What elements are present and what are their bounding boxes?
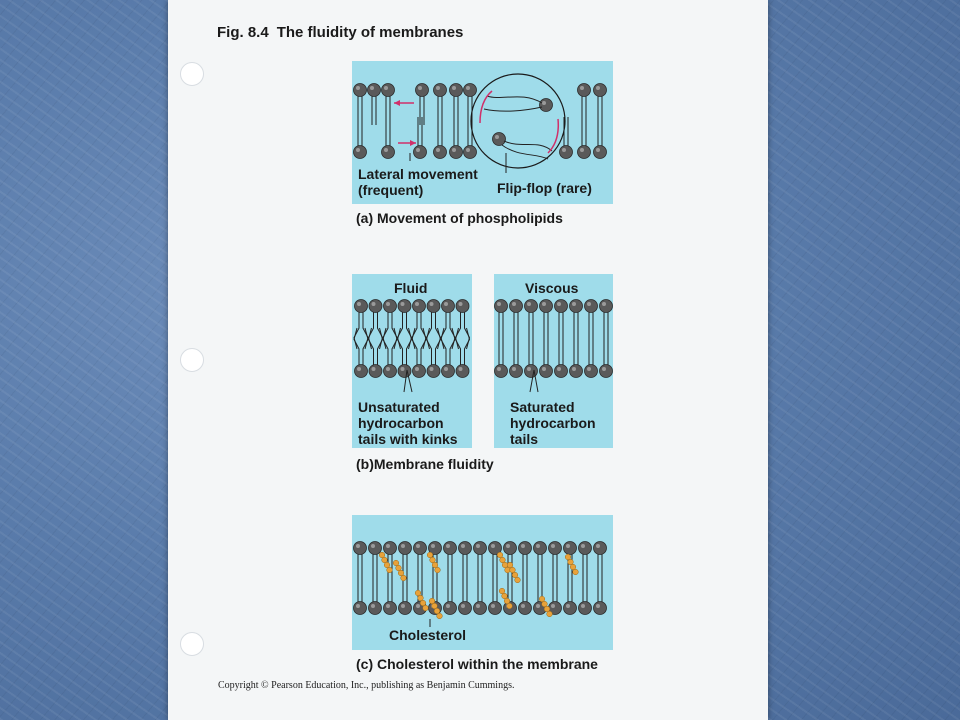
caption-c-text: Cholesterol within the membrane <box>377 656 598 672</box>
phospholipid-head <box>355 365 368 378</box>
phospholipid-head <box>489 602 502 615</box>
cholesterol-molecule <box>573 569 579 575</box>
phospholipid-head-highlight <box>386 544 390 548</box>
cholesterol-molecule <box>429 598 435 604</box>
saturated-tails-label <box>510 399 596 447</box>
flip-arrow-left <box>480 91 492 123</box>
unsaturated-tails-label <box>358 399 458 447</box>
phospholipid-head-highlight <box>461 544 465 548</box>
phospholipid-head <box>495 365 508 378</box>
caption-a-letter: (a) <box>356 210 374 226</box>
phospholipid-head <box>600 300 613 313</box>
phospholipid-head-highlight <box>476 604 480 608</box>
phospholipid-head <box>369 602 382 615</box>
cholesterol-molecule <box>544 606 550 612</box>
phospholipid-head <box>456 300 469 313</box>
phospholipid-head <box>510 300 523 313</box>
phospholipid-head <box>414 542 427 555</box>
phospholipid-head <box>434 146 447 159</box>
phospholipid-head <box>578 146 591 159</box>
phospholipid-head-highlight <box>401 302 405 306</box>
phospholipid-head-highlight <box>430 367 434 371</box>
caption-b <box>356 456 494 472</box>
phospholipid-head-highlight <box>384 86 388 90</box>
phospholipid-head-highlight <box>371 604 375 608</box>
phospholipid-head-highlight <box>356 544 360 548</box>
phospholipid-head-highlight <box>602 367 606 371</box>
phospholipid-head-highlight <box>491 604 495 608</box>
saturated-line3: tails <box>510 431 539 447</box>
phospholipid-head-highlight <box>401 544 405 548</box>
phospholipid-head-highlight <box>401 367 405 371</box>
phospholipid-head-highlight <box>416 148 420 152</box>
phospholipid-head-highlight <box>572 367 576 371</box>
phospholipid-head <box>555 300 568 313</box>
phospholipid-head-highlight <box>371 544 375 548</box>
phospholipid-head <box>442 300 455 313</box>
caption-c <box>356 656 598 672</box>
phospholipid-head <box>444 602 457 615</box>
phospholipid-head-highlight <box>602 302 606 306</box>
phospholipid-head-highlight <box>446 604 450 608</box>
phospholipid-head-highlight <box>466 148 470 152</box>
cholesterol-molecule <box>568 559 574 565</box>
phospholipid-head <box>369 365 382 378</box>
phospholipid-head <box>354 602 367 615</box>
cholesterol-molecule <box>387 567 393 573</box>
lateral-movement-text: Lateral movement <box>358 166 478 182</box>
phospholipid-head <box>456 365 469 378</box>
phospholipid-head <box>459 602 472 615</box>
phospholipid-head-highlight <box>527 367 531 371</box>
phospholipid-head <box>540 99 553 112</box>
cholesterol-molecule <box>379 552 385 558</box>
phospholipid-head-highlight <box>551 544 555 548</box>
phospholipid-head <box>519 542 532 555</box>
phospholipid-head <box>570 300 583 313</box>
phospholipid-head-highlight <box>542 101 546 105</box>
phospholipid-head <box>525 365 538 378</box>
phospholipid-head <box>450 84 463 97</box>
cholesterol-molecule <box>510 567 516 573</box>
phospholipid-head-highlight <box>370 86 374 90</box>
phospholipid-head-highlight <box>542 367 546 371</box>
phospholipid-head-highlight <box>356 148 360 152</box>
cholesterol-molecule <box>401 575 407 581</box>
phospholipid-head-highlight <box>446 544 450 548</box>
phospholipid-head <box>594 542 607 555</box>
phospholipid-head <box>355 300 368 313</box>
phospholipid-head-highlight <box>596 148 600 152</box>
phospholipid-head-highlight <box>357 367 361 371</box>
lateral-frequency-text: (frequent) <box>358 182 424 198</box>
caption-b-letter: (b) <box>356 456 374 472</box>
phospholipid-head <box>594 146 607 159</box>
phospholipid-head-highlight <box>566 604 570 608</box>
cholesterol-molecule <box>570 564 576 570</box>
phospholipid-head-highlight <box>466 86 470 90</box>
cholesterol-molecule <box>539 596 545 602</box>
phospholipid-head <box>504 542 517 555</box>
cholesterol-molecule <box>547 611 553 617</box>
phospholipid-head <box>382 84 395 97</box>
phospholipid-head <box>560 146 573 159</box>
phospholipid-head-highlight <box>384 148 388 152</box>
cholesterol-molecule <box>396 565 402 571</box>
cholesterol-molecule <box>432 603 438 609</box>
caption-a <box>356 210 563 226</box>
phospholipid-head-highlight <box>476 544 480 548</box>
phospholipid-head-highlight <box>459 367 463 371</box>
phospholipid-head <box>534 542 547 555</box>
cholesterol-label: Cholesterol <box>389 627 467 643</box>
phospholipid-head-highlight <box>587 367 591 371</box>
phospholipid-head-highlight <box>431 544 435 548</box>
saturated-line1: Saturated <box>510 399 575 415</box>
phospholipid-head-highlight <box>557 302 561 306</box>
phospholipid-head <box>398 300 411 313</box>
phospholipid-head <box>564 542 577 555</box>
phospholipid-head-highlight <box>596 604 600 608</box>
phospholipid-head <box>369 542 382 555</box>
flip-flop-tails-lower <box>502 141 552 159</box>
flip-flop-label: Flip-flop (rare) <box>497 180 592 196</box>
viscous-title: Viscous <box>525 280 579 296</box>
phospholipid-head-highlight <box>581 544 585 548</box>
phospholipid-head-highlight <box>436 148 440 152</box>
caption-a-text: Movement of phospholipids <box>377 210 563 226</box>
cholesterol-molecule <box>437 613 443 619</box>
phospholipid-head <box>434 84 447 97</box>
phospholipid-head-highlight <box>452 86 456 90</box>
phospholipid-head-highlight <box>596 544 600 548</box>
phospholipid-head <box>450 146 463 159</box>
phospholipid-head <box>354 84 367 97</box>
phospholipid-head-highlight <box>356 86 360 90</box>
phospholipid-head-highlight <box>536 604 540 608</box>
cholesterol-molecule <box>382 557 388 563</box>
caption-b-text: Membrane fluidity <box>373 456 494 472</box>
phospholipid-head-highlight <box>430 302 434 306</box>
phospholipid-head-highlight <box>497 367 501 371</box>
phospholipid-head-highlight <box>587 302 591 306</box>
phospholipid-head-highlight <box>542 302 546 306</box>
phospholipid-head <box>464 146 477 159</box>
phospholipid-head-highlight <box>416 604 420 608</box>
figure-title <box>217 24 463 41</box>
phospholipid-head <box>354 542 367 555</box>
lateral-arrowhead-right <box>410 140 416 146</box>
phospholipid-head <box>384 602 397 615</box>
phospholipid-head-highlight <box>415 367 419 371</box>
phospholipid-head-highlight <box>581 604 585 608</box>
phospholipid-head-highlight <box>444 302 448 306</box>
phospholipid-head-highlight <box>452 148 456 152</box>
cholesterol-molecule <box>500 557 506 563</box>
phospholipid-head <box>585 300 598 313</box>
flip-flop-circle <box>471 74 565 168</box>
lateral-arrowhead-left <box>394 100 400 106</box>
phospholipid-head-highlight <box>512 302 516 306</box>
phospholipid-head-highlight <box>372 302 376 306</box>
copyright-notice: Copyright © Pearson Education, Inc., publishing as Benjamin Cummings. <box>218 680 515 691</box>
cholesterol-molecule <box>499 588 505 594</box>
phospholipid-head-highlight <box>580 148 584 152</box>
phospholipid-head-highlight <box>401 604 405 608</box>
phospholipid-head-highlight <box>357 302 361 306</box>
phospholipid-head-highlight <box>386 367 390 371</box>
phospholipid-head <box>368 84 381 97</box>
cholesterol-molecule <box>393 560 399 566</box>
phospholipid-head <box>399 542 412 555</box>
phospholipid-head <box>474 602 487 615</box>
phospholipid-head <box>413 300 426 313</box>
phospholipid-head-highlight <box>491 544 495 548</box>
phospholipid-head <box>549 542 562 555</box>
cholesterol-molecule <box>430 557 436 563</box>
phospholipid-head-highlight <box>386 604 390 608</box>
unsaturated-line1: Unsaturated <box>358 399 440 415</box>
cholesterol-molecule <box>502 593 508 599</box>
cholesterol-molecule <box>515 577 521 583</box>
binder-hole-top <box>180 62 204 86</box>
phospholipid-head <box>444 542 457 555</box>
cholesterol-molecule <box>384 562 390 568</box>
phospholipid-head-highlight <box>495 135 499 139</box>
phospholipid-head-highlight <box>436 86 440 90</box>
cholesterol-molecule <box>507 562 513 568</box>
figure-title-text: The fluidity of membranes <box>276 24 464 41</box>
phospholipid-head <box>382 146 395 159</box>
cholesterol-molecule <box>420 600 426 606</box>
unsaturated-line2: hydrocarbon <box>358 415 444 431</box>
cholesterol-molecule <box>434 608 440 614</box>
phospholipid-head <box>416 84 429 97</box>
phospholipid-head <box>427 300 440 313</box>
phospholipid-head <box>540 365 553 378</box>
fluid-title: Fluid <box>394 280 428 296</box>
cholesterol-molecule <box>565 554 571 560</box>
phospholipid-head-highlight <box>418 86 422 90</box>
phospholipid-head <box>594 602 607 615</box>
phospholipid-head <box>495 300 508 313</box>
phospholipid-head <box>474 542 487 555</box>
phospholipid-head-highlight <box>521 604 525 608</box>
phospholipid-head <box>519 602 532 615</box>
unsaturated-line3: tails with kinks <box>358 431 458 447</box>
phospholipid-head-highlight <box>512 367 516 371</box>
cholesterol-molecule <box>512 572 518 578</box>
phospholipid-head-highlight <box>521 544 525 548</box>
caption-c-letter: (c) <box>356 656 374 672</box>
phospholipid-head <box>384 365 397 378</box>
cholesterol-molecule <box>423 605 429 611</box>
phospholipid-head-highlight <box>416 544 420 548</box>
phospholipid-head-highlight <box>386 302 390 306</box>
cholesterol-molecule <box>415 590 421 596</box>
cholesterol-molecule <box>542 601 548 607</box>
cholesterol-molecule <box>504 598 510 604</box>
phospholipid-head-highlight <box>415 302 419 306</box>
phospholipid-head-highlight <box>551 604 555 608</box>
phospholipid-head <box>594 84 607 97</box>
phospholipid-head-highlight <box>459 302 463 306</box>
phospholipid-head-highlight <box>527 302 531 306</box>
phospholipid-head-highlight <box>444 367 448 371</box>
phospholipid-head <box>414 146 427 159</box>
phospholipid-head <box>525 300 538 313</box>
phospholipid-head-highlight <box>372 367 376 371</box>
phospholipid-head <box>579 602 592 615</box>
phospholipid-head-highlight <box>557 367 561 371</box>
phospholipid-head <box>384 300 397 313</box>
phospholipid-head <box>578 84 591 97</box>
phospholipid-head-highlight <box>536 544 540 548</box>
phospholipid-head <box>570 365 583 378</box>
phospholipid-head <box>555 365 568 378</box>
phospholipid-head <box>442 365 455 378</box>
cholesterol-molecule <box>398 570 404 576</box>
phospholipid-head <box>564 602 577 615</box>
phospholipid-head <box>398 365 411 378</box>
phospholipid-head <box>384 542 397 555</box>
phospholipid-head <box>600 365 613 378</box>
phospholipid-head <box>427 365 440 378</box>
cholesterol-molecule <box>507 603 513 609</box>
binder-hole-bottom <box>180 632 204 656</box>
phospholipid-head <box>399 602 412 615</box>
figure-number: Fig. 8.4 <box>217 24 269 41</box>
phospholipid-head <box>413 365 426 378</box>
phospholipid-head-highlight <box>497 302 501 306</box>
phospholipid-head <box>579 542 592 555</box>
phospholipid-head <box>510 365 523 378</box>
binder-hole-middle <box>180 348 204 372</box>
flip-flop-tails-upper <box>484 96 542 111</box>
phospholipid-head-highlight <box>506 544 510 548</box>
phospholipid-head <box>493 133 506 146</box>
phospholipid-head-highlight <box>580 86 584 90</box>
phospholipid-head <box>354 146 367 159</box>
phospholipid-head <box>540 300 553 313</box>
phospholipid-head-highlight <box>572 302 576 306</box>
phospholipid-head <box>464 84 477 97</box>
phospholipid-head-highlight <box>461 604 465 608</box>
lateral-movement-label <box>358 166 478 198</box>
phospholipid-head-highlight <box>596 86 600 90</box>
cholesterol-molecule <box>435 567 441 573</box>
phospholipid-head-highlight <box>356 604 360 608</box>
phospholipid-head-highlight <box>562 148 566 152</box>
cholesterol-molecule <box>418 595 424 601</box>
phospholipid-head <box>369 300 382 313</box>
cholesterol-molecule <box>497 552 503 558</box>
phospholipid-head <box>585 365 598 378</box>
saturated-line2: hydrocarbon <box>510 415 596 431</box>
phospholipid-head-highlight <box>566 544 570 548</box>
cholesterol-molecule <box>427 552 433 558</box>
phospholipid-head <box>459 542 472 555</box>
cholesterol-molecule <box>432 562 438 568</box>
